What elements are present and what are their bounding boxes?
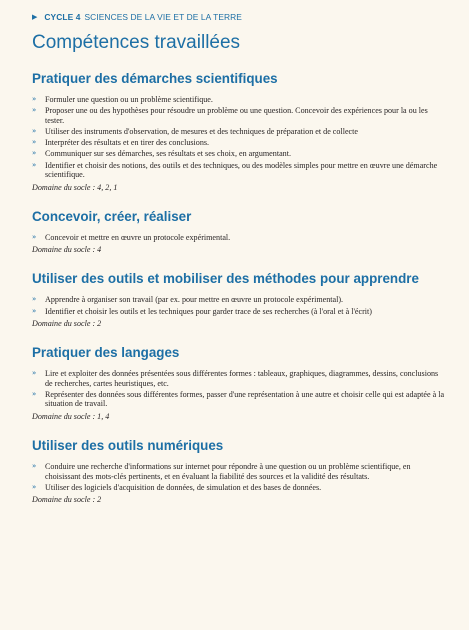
chevron-bullet-icon: »	[32, 389, 37, 398]
chevron-bullet-icon: »	[32, 462, 37, 471]
list-item	[32, 233, 447, 243]
list-item-text: Concevoir et mettre en œuvre un protocole expérimental.	[45, 232, 231, 242]
list-item-text: Interpréter des résultats et en tirer des conclusions.	[45, 138, 210, 148]
list-item	[32, 307, 447, 317]
chevron-bullet-icon: »	[32, 149, 37, 158]
section	[32, 271, 447, 329]
competence-list	[32, 369, 447, 409]
list-item-text: Identifier et choisir les outils et les techniques pour garder trace de ses recherches (à l'oral et à l'écrit)	[45, 306, 372, 316]
chevron-bullet-icon: »	[32, 482, 37, 491]
section-title: Concevoir, créer, réaliser	[32, 208, 192, 224]
section	[32, 438, 447, 505]
list-item	[32, 138, 447, 148]
competence-list	[32, 233, 447, 243]
running-header	[32, 10, 447, 24]
list-item	[32, 106, 447, 125]
section-title: Pratiquer des démarches scientifiques	[32, 71, 278, 86]
section-title: Utiliser des outils numériques	[32, 438, 224, 454]
competence-list	[32, 462, 447, 492]
chevron-bullet-icon: »	[32, 160, 37, 169]
domain-socle: Domaine du socle : 2	[32, 319, 102, 329]
domain-socle: Domaine du socle : 4, 2, 1	[32, 182, 118, 192]
section-title: Utiliser des outils et mobiliser des méthodes pour apprendre	[32, 271, 419, 287]
list-item-text: Apprendre à organiser son travail (par ex. pour mettre en œuvre un protocole expérimental).	[45, 295, 344, 305]
list-item-text: Utiliser des logiciels d'acquisition de données, de simulation et des bases de données.	[45, 482, 322, 492]
list-item-text: Utiliser des instruments d'observation, de mesures et des techniques de préparation et de collecte	[45, 126, 358, 136]
sections-container	[32, 71, 447, 505]
competence-list	[32, 295, 447, 316]
domain-socle: Domaine du socle : 1, 4	[32, 412, 110, 422]
list-item	[32, 127, 447, 137]
chevron-bullet-icon: »	[32, 232, 37, 241]
chevron-bullet-icon: »	[32, 369, 37, 378]
list-item-text: Identifier et choisir des notions, des outils et des techniques, ou des modèles simples pour mettre en œuvre une démarche scientifique.	[45, 160, 438, 180]
chevron-bullet-icon: »	[32, 306, 37, 315]
chevron-bullet-icon: »	[32, 106, 37, 115]
section	[32, 345, 447, 422]
list-item-text: Proposer une ou des hypothèses pour résoudre un problème ou une question. Concevoir des expériences pour la ou les tester.	[45, 106, 428, 125]
list-item-text: Communiquer sur ses démarches, ses résultats et ses choix, en argumentant.	[45, 149, 291, 159]
list-item	[32, 462, 447, 481]
list-item	[32, 483, 447, 493]
section	[32, 71, 447, 193]
chevron-bullet-icon: »	[32, 95, 37, 103]
section	[32, 209, 447, 256]
list-item-text: Représenter des données sous différentes formes, passer d'une représentation à une autre et choisir celle qui est adaptée à la situation de travail.	[45, 389, 445, 409]
list-item	[32, 390, 447, 409]
cycle-label: CYCLE 4	[44, 12, 81, 22]
list-item	[32, 95, 447, 105]
chevron-bullet-icon: »	[32, 295, 37, 304]
list-item	[32, 161, 447, 180]
section-title: Pratiquer des langages	[32, 345, 180, 361]
chevron-bullet-icon: »	[32, 126, 37, 135]
domain-socle: Domaine du socle : 4	[32, 245, 102, 255]
list-item	[32, 295, 447, 305]
competence-list	[32, 95, 447, 180]
list-item-text: Conduire une recherche d'informations sur internet pour répondre à une question ou un problème scientifique, en choisissant des mots-clés pertinents, et en évaluant la fiabilité des sources et la validité des résultats.	[45, 462, 411, 481]
subject-label: SCIENCES DE LA VIE ET DE LA TERRE	[84, 12, 242, 22]
list-item	[32, 369, 447, 388]
list-item-text: Lire et exploiter des données présentées sous différentes formes : tableaux, graphiques, diagrammes, dessins, conclusions de recherches, cartes heuristiques, etc.	[45, 369, 439, 388]
domain-socle: Domaine du socle : 2	[32, 495, 102, 505]
triangle-right-icon: ▶	[32, 13, 38, 21]
list-item	[32, 149, 447, 159]
list-item-text: Formuler une question ou un problème scientifique.	[45, 95, 213, 104]
page-title: Compétences travaillées	[32, 32, 241, 53]
chevron-bullet-icon: »	[32, 138, 37, 147]
